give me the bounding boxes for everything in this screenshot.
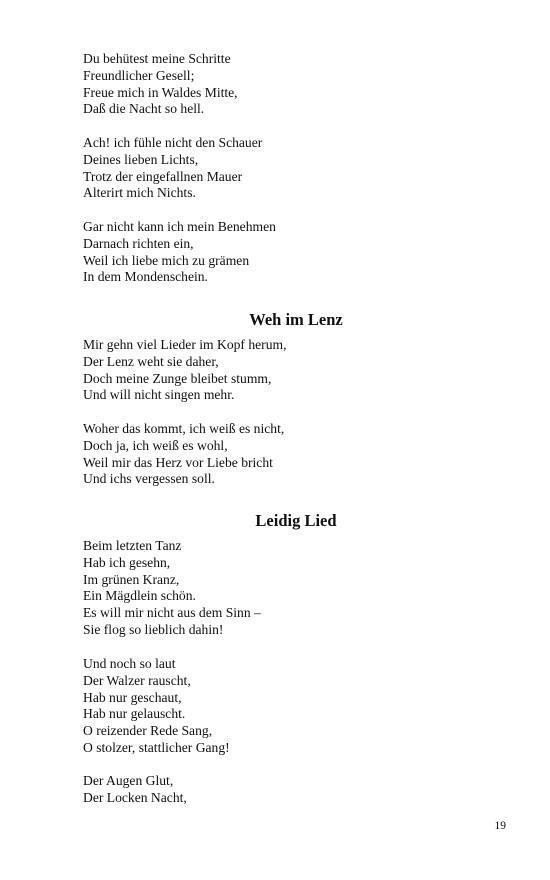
stanza <box>83 337 503 404</box>
verse-line: Doch ja, ich weiß es wohl, <box>83 437 228 453</box>
stanza <box>83 656 503 757</box>
verse-line: Ach! ich fühle nicht den Schauer <box>83 135 263 150</box>
verse-line: Alterirt mich Nichts. <box>83 185 196 201</box>
verse-line: Beim letzten Tanz <box>83 538 182 553</box>
verse-line: Und noch so laut <box>83 656 176 671</box>
verse-line: Der Lenz weht sie daher, <box>83 353 219 369</box>
verse-line: Hab ich gesehn, <box>83 554 171 570</box>
verse-line: Deines lieben Lichts, <box>83 151 199 167</box>
verse-line: Doch meine Zunge bleibet stumm, <box>83 370 272 386</box>
stanza <box>83 538 503 639</box>
verse-line: Ein Mägdlein schön. <box>83 588 196 604</box>
verse-line: Der Walzer rauscht, <box>83 672 191 688</box>
verse-line: Gar nicht kann ich mein Benehmen <box>83 219 276 234</box>
page-number: 19 <box>494 820 506 832</box>
verse-line: Woher das kommt, ich weiß es nicht, <box>83 421 285 436</box>
stanza <box>83 219 503 286</box>
verse-line: Der Locken Nacht, <box>83 789 187 805</box>
verse-line: Hab nur gelauscht. <box>83 706 186 722</box>
verse-line: In dem Mondenschein. <box>83 269 208 285</box>
verse-line: Hab nur geschaut, <box>83 689 182 705</box>
verse-line: Freundlicher Gesell; <box>83 67 195 83</box>
verse-line: Sie flog so lieblich dahin! <box>83 621 224 637</box>
verse-line: Im grünen Kranz, <box>83 571 180 587</box>
stanza <box>83 421 503 488</box>
verse-line: Freue mich in Waldes Mitte, <box>83 84 238 100</box>
verse-line: Weil ich liebe mich zu grämen <box>83 252 250 268</box>
poem-title: Leidig Lied <box>255 511 337 530</box>
verse-line: Und will nicht singen mehr. <box>83 387 235 403</box>
verse-line: Daß die Nacht so hell. <box>83 101 205 117</box>
stanza <box>83 135 503 202</box>
stanza <box>83 51 503 118</box>
verse-line: Es will mir nicht aus dem Sinn – <box>83 605 261 621</box>
verse-line: Weil mir das Herz vor Liebe bricht <box>83 454 273 470</box>
verse-line: Trotz der eingefallnen Mauer <box>83 168 243 184</box>
verse-line: Und ichs vergessen soll. <box>83 471 215 487</box>
verse-line: O stolzer, stattlicher Gang! <box>83 739 230 755</box>
verse-line: Mir gehn viel Lieder im Kopf herum, <box>83 337 287 352</box>
verse-line: Du behütest meine Schritte <box>83 51 231 66</box>
verse-line: Der Augen Glut, <box>83 773 174 788</box>
stanza <box>83 773 503 807</box>
verse-line: Darnach richten ein, <box>83 235 194 251</box>
verse-line: O reizender Rede Sang, <box>83 723 213 739</box>
poem-title: Weh im Lenz <box>249 310 343 329</box>
